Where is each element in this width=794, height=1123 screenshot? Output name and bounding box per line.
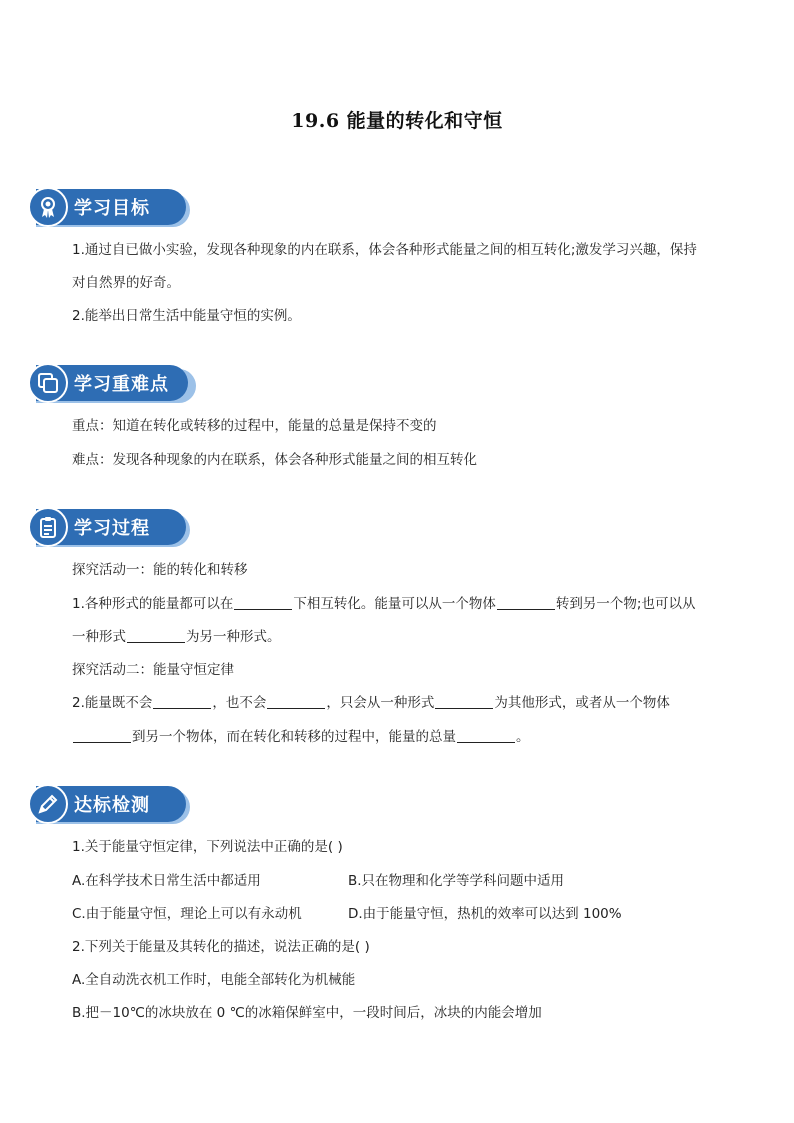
blank-field[interactable]: [497, 595, 555, 610]
stacked-cards-icon: [28, 363, 68, 403]
goal-line-3: 2.能举出日常生活中能量守恒的实例。: [72, 308, 301, 324]
section-heading-goals: 学习目标: [74, 198, 150, 219]
blank-field[interactable]: [267, 694, 325, 709]
section-heading-process: 学习过程: [74, 518, 150, 539]
check-q1-option-b: B.只在物理和化学等学科问题中适用: [348, 873, 565, 889]
goal-line-1: 1.通过自已做小实验，发现各种现象的内在联系，体会各种形式能量之间的相互转化;激发学习兴趣，保持: [72, 242, 697, 258]
pencil-icon: [28, 784, 68, 824]
check-q1-option-c: C.由于能量守恒，理论上可以有永动机: [72, 906, 302, 922]
section-banner-check: [28, 784, 188, 824]
blank-field[interactable]: [234, 595, 292, 610]
process-question-2-line-2: 到另一个物体，而在转化和转移的过程中，能量的总量 。: [72, 725, 530, 745]
process-question-1-line-1: 1.各种形式的能量都可以在 下相互转化。能量可以从一个物体 转到另一个物;也可以从: [72, 596, 696, 612]
process-question-1-line-2: 一种形式 为另一种形式。: [72, 629, 281, 645]
section-banner-key-points: [28, 363, 198, 403]
page-title: 19.6 能量的转化和守恒: [291, 110, 503, 132]
section-heading-key-points: 学习重难点: [74, 374, 169, 395]
section-banner-goals: [28, 187, 188, 227]
award-ribbon-icon: [28, 187, 68, 227]
section-banner-process: [28, 507, 188, 547]
check-q2-option-a: A.全自动洗衣机工作时，电能全部转化为机械能: [72, 972, 356, 988]
check-q1-option-d: D.由于能量守恒，热机的效率可以达到 100%: [348, 906, 622, 922]
blank-field[interactable]: [153, 694, 211, 709]
check-q2-option-b: B.把－10℃的冰块放在 0 ℃的冰箱保鲜室中，一段时间后，冰块的内能会增加: [72, 1005, 542, 1021]
blank-field[interactable]: [127, 628, 185, 643]
clipboard-icon: [28, 507, 68, 547]
blank-field[interactable]: [435, 694, 493, 709]
activity-2-title: 探究活动二：能量守恒定律: [72, 662, 234, 678]
key-point-line-1: 重点：知道在转化或转移的过程中，能量的总量是保持不变的: [72, 418, 437, 434]
goal-line-2: 对自然界的好奇。: [72, 275, 180, 291]
check-q1-option-a: A.在科学技术日常生活中都适用: [72, 873, 261, 889]
check-question-2: 2.下列关于能量及其转化的描述，说法正确的是( ): [72, 939, 370, 955]
check-question-1: 1.关于能量守恒定律，下列说法中正确的是( ): [72, 839, 343, 855]
process-question-2-line-1: 2.能量既不会 ，也不会 ，只会从一种形式 为其他形式，或者从一个物体: [72, 695, 670, 711]
key-point-line-2: 难点：发现各种现象的内在联系，体会各种形式能量之间的相互转化: [72, 452, 477, 468]
activity-1-title: 探究活动一：能的转化和转移: [72, 562, 248, 578]
section-heading-check: 达标检测: [74, 795, 150, 816]
blank-field[interactable]: [73, 728, 131, 743]
blank-field[interactable]: [457, 728, 515, 743]
